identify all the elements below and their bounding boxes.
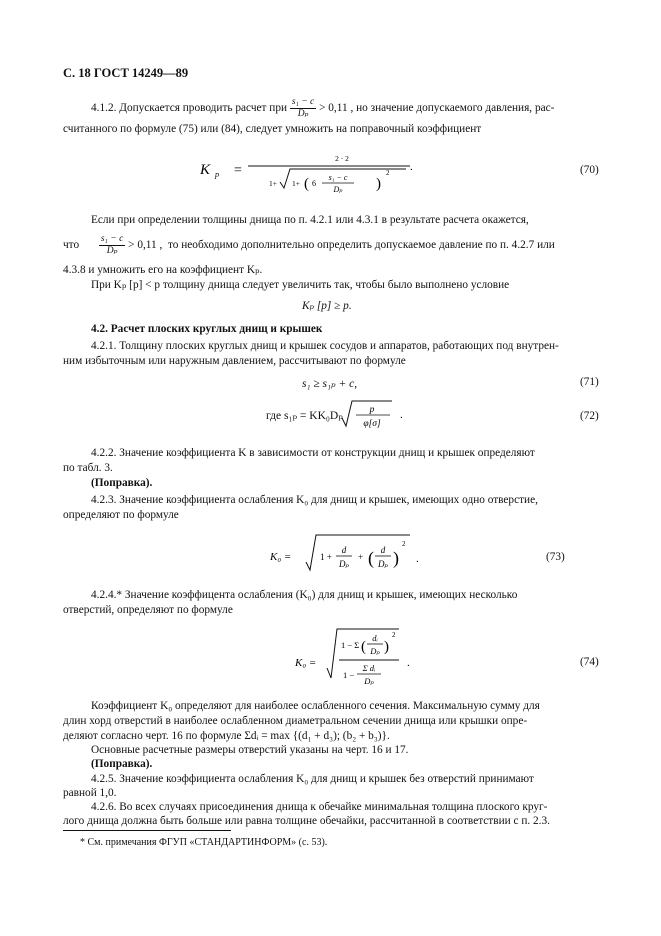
p412-pre: 4.1.2. Допускается проводить расчет при <box>91 102 288 115</box>
f74-lparen: ( <box>361 639 366 655</box>
p425-line1: 4.2.5. Значение коэффициента ослабления K₀ для днищ и крышек без отверстий принимают <box>91 773 534 785</box>
f73-den-1: Dₚ <box>338 559 350 569</box>
pif-pre: что <box>63 239 80 252</box>
f73-pow: 2 <box>402 540 406 548</box>
f70-lhs-sub: p <box>215 170 219 179</box>
f72-number: (72) <box>580 410 599 422</box>
pif-fraction <box>99 234 125 257</box>
p426-line2: лого днища должна быть больше или равна толщине обечайки, рассчитанной в соответствии с п. 2.3. <box>63 815 550 827</box>
f70-inner-one: 1+ <box>292 179 300 188</box>
f73-rparen: ) <box>393 548 399 568</box>
f72-den: φ[σ] <box>363 419 381 429</box>
f71-number: (71) <box>580 376 599 388</box>
f74-sum-num: Σ dᵢ <box>362 663 376 673</box>
pif-line1: Если при определении толщины днища по п. 4.2.1 или 4.3.1 в результате расчета окажется, <box>91 214 529 226</box>
footnote-rule <box>63 830 231 831</box>
pk0-line4: Основные расчетные размеры отверстий указаны на черт. 16 и 17. <box>91 744 409 756</box>
f74-den-1: Dₚ <box>370 646 380 656</box>
p424-line2: отверстий, определяют по формуле <box>63 604 233 616</box>
formula-72 <box>266 408 343 422</box>
pif-condition-formula: Kₚ [p] ≥ p. <box>302 300 352 312</box>
pif-cond: > 0,11 , <box>128 239 163 252</box>
correction-1: (Поправка). <box>91 477 153 489</box>
f72-num: p <box>369 405 375 415</box>
formula-71: s₁ ≥ s₁ₚ + c, <box>302 378 358 390</box>
f70-num: s₁ − c <box>328 173 348 182</box>
pk0-line2: длин хорд отверстий в наиболее ослабленном диаметральном сечении днища или крышки опре- <box>63 715 528 727</box>
pif-line3: 4.3.8 и умножить его на коэффициент Kₚ. <box>63 264 263 276</box>
pk0-line3: деляют согласно черт. 16 по формуле Σdᵢ = max {(d₁ + d₃); (b₂ + b₃)}. <box>63 730 390 742</box>
f70-number: (70) <box>580 164 599 176</box>
p422-line2: по табл. 3. <box>63 462 113 474</box>
f73-num-1: d <box>341 545 347 555</box>
formula-73 <box>270 532 420 580</box>
pif-line2 <box>63 234 555 257</box>
f70-pow: 2 <box>386 169 390 177</box>
pif-post: то необходимо дополнительно определить допускаемое давление по п. 4.2.7 или <box>167 239 555 252</box>
p421-line2: ним избыточным или наружным давлением, рассчитывают по формуле <box>63 355 406 367</box>
p423-line1: 4.2.3. Значение коэффициента ослабления K₀ для днищ и крышек, имеющих одно отверстие, <box>91 494 538 506</box>
f70-six: 6 <box>312 179 316 188</box>
f74-bot: 1 − <box>343 670 355 680</box>
pif-frac-den: Dₚ <box>106 246 118 256</box>
p426-line1: 4.2.6. Во всех случаях присоединения днища к обечайке минимальная толщина плоского круг- <box>91 801 548 813</box>
f74-den-2: Dₚ <box>364 676 374 686</box>
pk0-line1: Коэффициент K₀ определяют для наиболее ослабленного сечения. Максимальную сумму для <box>91 700 540 712</box>
f70-den: Dₚ <box>333 185 343 194</box>
f73-den-2: Dₚ <box>377 559 389 569</box>
p423-line2: определяют по формуле <box>63 509 179 521</box>
p412-frac-den: Dₚ <box>297 109 309 119</box>
f74-rparen: ) <box>384 639 389 655</box>
p422-line1: 4.2.2. Значение коэффициента K в зависимости от конструкции днищ и крышек определяют <box>91 447 535 459</box>
p412-cond: > 0,11 , <box>319 102 354 115</box>
f74-di: dᵢ <box>372 633 378 643</box>
f70-top: 2 · 2 <box>335 154 349 163</box>
f70-lparen: ( <box>304 176 309 192</box>
f70-rparen: ) <box>376 176 381 192</box>
f74-lhs: K₀ = <box>295 657 317 669</box>
f74-top: 1 − Σ <box>341 640 360 650</box>
page-header: С. 18 ГОСТ 14249—89 <box>63 66 189 80</box>
f73-lhs: K₀ = <box>270 551 292 563</box>
p412-line1 <box>91 97 554 120</box>
f73-dot: . <box>416 553 419 565</box>
pif-frac-num: s₁ − c <box>100 234 124 244</box>
f70-eq: = <box>234 163 242 178</box>
p424-line1: 4.2.4.* Значение коэффицента ослабления (K₀) для днищ и крышек, имеющих несколько <box>91 589 518 601</box>
f73-one: 1 + <box>320 552 332 562</box>
pif-line4: При Kₚ [p] < p толщину днища следует увеличить так, чтобы было выполнено условие <box>91 279 510 291</box>
formula-70 <box>200 150 460 198</box>
f74-pow: 2 <box>392 631 396 639</box>
formula-74 <box>295 626 425 696</box>
f70-lhs: K <box>200 162 211 178</box>
footnote: * См. примечания ФГУП «СТАНДАРТИНФОРМ» (с. 53). <box>80 837 328 848</box>
f72-sqrt-block <box>340 398 410 432</box>
f72-dot: . <box>400 409 403 421</box>
correction-2: (Поправка). <box>91 758 153 770</box>
p412-post: но значение допускаемого давления, рас- <box>356 102 555 115</box>
f73-plus: + <box>358 552 364 562</box>
f74-dot: . <box>407 657 410 669</box>
p425-line2: равной 1,0. <box>63 787 117 799</box>
f70-one: 1+ <box>269 179 277 188</box>
f70-dot: . <box>410 161 413 173</box>
f72-pre: где s₁ₚ = KK₀Dₚ <box>266 410 343 422</box>
p421-line1: 4.2.1. Толщину плоских круглых днищ и крышек сосудов и аппаратов, работающих под внутрен- <box>91 340 559 352</box>
f74-number: (74) <box>580 656 599 668</box>
p412-frac-num: s₁ − c <box>291 97 315 107</box>
f73-number: (73) <box>546 551 565 563</box>
f73-num-2: d <box>380 545 386 555</box>
f73-lparen: ( <box>368 548 374 568</box>
p412-line2: считанного по формуле (75) или (84), следует умножить на поправочный коэффициент <box>63 123 482 135</box>
p412-fraction <box>290 97 316 120</box>
section-4-2-title: 4.2. Расчет плоских круглых днищ и крышек <box>91 323 323 335</box>
